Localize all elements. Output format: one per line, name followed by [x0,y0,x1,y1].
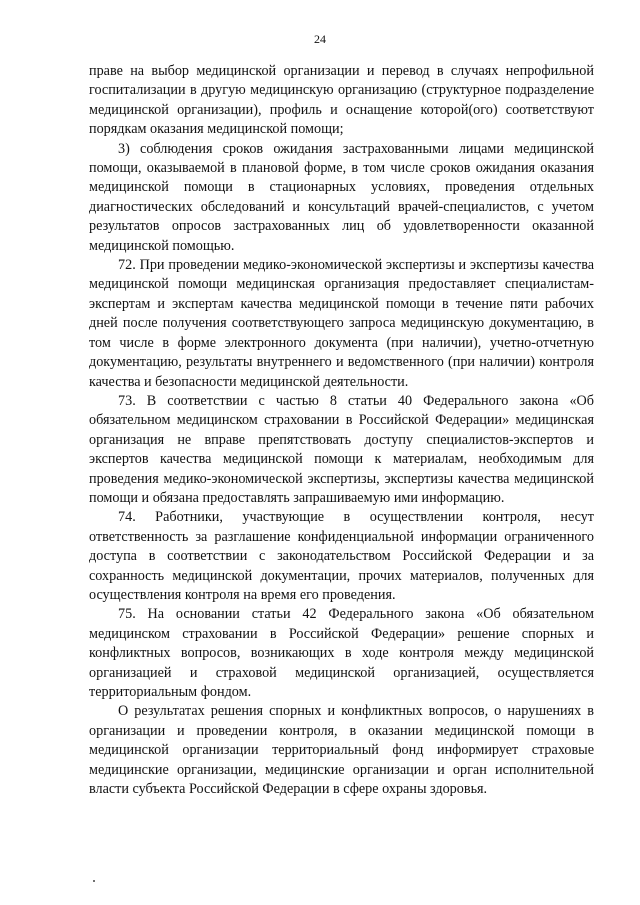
page-number: 24 [314,32,326,46]
paragraph-75: 75. На основании статьи 42 Федерального закона «Об обязательном медицинском страховании в Российской Федерации» решение спорных и конфликтных вопросов, возникающих в ходе контроля между медицинской организацией и страховой медицинской организацией, осуществляется территориальным фондом. [89,606,594,700]
scan-speck [93,880,95,882]
paragraph-72: 72. При проведении медико-экономической экспертизы и экспертизы качества медицинской помощи медицинская организация предоставляет специалистам-экспертам и экспертам качества медицинской помощи в течение пяти рабочих дней после получения соответствующего запроса медицинскую документацию, в том числе в форме электронного документа (при наличии), учетно-отчетную документацию, результаты внутреннего и ведомственного (при наличии) контроля качества и безопасности медицинской деятельности. [89,257,594,390]
paragraph-75-continued: О результатах решения спорных и конфликтных вопросов, о нарушениях в организации и проведении контроля, в оказании медицинской помощи в медицинской организации территориальный фонд информирует страховые медицинские организации, медицинские организации и орган исполнительной власти субъекта Российской Федерации в сфере охраны здоровья. [89,703,594,798]
paragraph-74: 74. Работники, участвующие в осуществлении контроля, несут ответственность за разглашение конфиденциальной информации ограниченного доступа в соответствии с законодательством Российской Федерации и за сохранность медицинской документации, прочих материалов, полученных для осуществления контроля на время его проведения. [89,509,594,603]
paragraph-continuation: праве на выбор медицинской организации и перевод в случаях непрофильной госпитализации в другую медицинскую организацию (структурное подразделение медицинской организации), профиль и оснащение которой(ого) соответствуют порядкам оказания медицинской помощи; [89,63,594,138]
paragraph-73: 73. В соответствии с частью 8 статьи 40 Федерального закона «Об обязательном медицинском страховании в Российской Федерации» медицинская организация не вправе препятствовать доступу специалистов-экспертов и экспертов качества медицинской помощи к материалам, необходимым для проведения медико-экономической экспертизы, экспертизы качества медицинской помощи и обязана предоставлять запрашиваемую ими информацию. [89,392,594,506]
paragraph-item-3: 3) соблюдения сроков ожидания застрахованными лицами медицинской помощи, оказываемой в плановой форме, в том числе сроков ожидания оказания медицинской помощи в стационарных условиях, проведения отдельных диагностических обследований и консультаций врачей-специалистов, с учетом результатов опросов застрахованных лиц об удовлетворенности оказанной медицинской помощью. [89,140,594,254]
document-body [89,62,594,799]
